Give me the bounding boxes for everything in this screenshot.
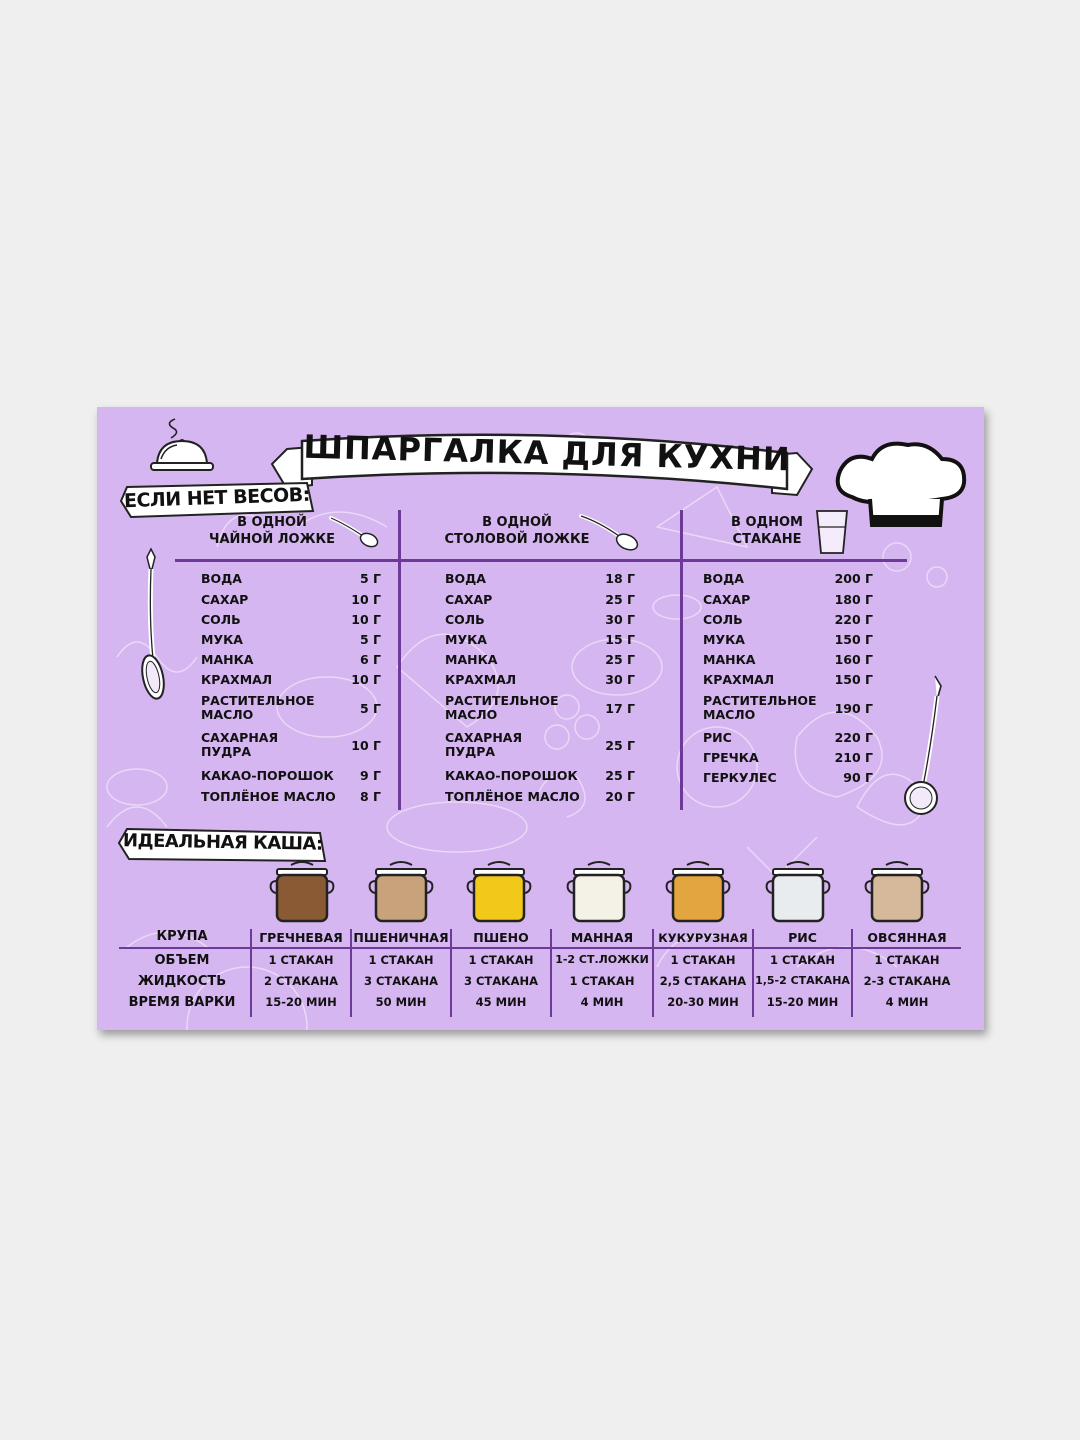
grain-time: 50 МИН [375, 995, 427, 1009]
teaspoon-column-header: В ОДНОЙ ЧАЙНОЙ ЛОЖКЕ [208, 515, 336, 547]
grain-time: 20-30 МИН [667, 995, 739, 1009]
grain-liquid: 3 СТАКАНА [363, 974, 438, 988]
list-item: МУКА 5 Г [201, 632, 381, 647]
list-item: РАСТИТЕЛЬНОЕ МАСЛО 17 Г [445, 693, 635, 722]
teaspoon-list [201, 572, 381, 810]
list-item: САХАР 10 Г [201, 592, 381, 607]
list-item: ТОПЛЁНОЕ МАСЛО 8 Г [201, 789, 381, 804]
grain-name: ПШЕНИЧНАЯ [353, 930, 449, 945]
wooden-spoon-icon [129, 547, 169, 707]
grain-liquid: 2 СТАКАНА [263, 974, 338, 988]
wheat-pot-icon [368, 859, 434, 929]
millet-pot-icon [466, 859, 532, 929]
grain-name: ОВСЯННАЯ [867, 930, 947, 945]
list-item: САХАРНАЯ ПУДРА 10 Г [201, 730, 381, 759]
grain-liquid: 1,5-2 СТАКАНА [755, 974, 850, 987]
grain-time: 45 МИН [475, 995, 527, 1009]
grain-liquid: 2-3 СТАКАНА [863, 974, 951, 988]
scales-section-title: ЕСЛИ НЕТ ВЕСОВ: [123, 483, 311, 513]
list-item: КРАХМАЛ 10 Г [201, 672, 381, 687]
column-divider-2 [680, 510, 683, 810]
grain-name: КУКУРУЗНАЯ [658, 931, 748, 945]
tablespoon-column-header: В ОДНОЙ СТОЛОВОЙ ЛОЖКЕ [444, 515, 590, 547]
grain-volume: 1 СТАКАН [268, 953, 334, 967]
glass-column-header: В ОДНОМ СТАКАНЕ [731, 515, 803, 547]
grain-volume: 1 СТАКАН [874, 953, 940, 967]
cook-time-row-label: ВРЕМЯ ВАРКИ [128, 995, 236, 1010]
liquid-row-label: ЖИДКОСТЬ [137, 974, 227, 989]
teaspoon-icon [327, 512, 382, 552]
list-item: КРАХМАЛ 150 Г [703, 672, 873, 687]
grain-volume: 1 СТАКАН [670, 953, 736, 967]
list-item: СОЛЬ 220 Г [703, 612, 873, 627]
list-item: МУКА 150 Г [703, 632, 873, 647]
grain-volume: 1-2 СТ.ЛОЖКИ [555, 953, 649, 966]
glass-icon [812, 507, 852, 557]
grain-liquid: 1 СТАКАН [569, 974, 635, 988]
list-item: ВОДА 200 Г [703, 571, 873, 586]
list-item: КАКАО-ПОРОШОК 9 Г [201, 768, 381, 783]
list-item: РАСТИТЕЛЬНОЕ МАСЛО 190 Г [703, 693, 873, 722]
grain-name: ПШЕНО [473, 930, 529, 945]
corn-pot-icon [665, 859, 731, 929]
header-divider [175, 559, 907, 562]
list-item: РАСТИТЕЛЬНОЕ МАСЛО 5 Г [201, 693, 381, 722]
kitchen-cheatsheet-poster [97, 407, 984, 1030]
ladle-icon [897, 672, 952, 822]
list-item: КРАХМАЛ 30 Г [445, 672, 635, 687]
list-item: САХАРНАЯ ПУДРА 25 Г [445, 730, 635, 759]
rice-pot-icon [765, 859, 831, 929]
list-item: СОЛЬ 10 Г [201, 612, 381, 627]
list-item: МУКА 15 Г [445, 632, 635, 647]
list-item: САХАР 25 Г [445, 592, 635, 607]
volume-row-label: ОБЪЕМ [154, 953, 210, 968]
grain-name: ГРЕЧНЕВАЯ [259, 930, 343, 945]
semolina-pot-icon [566, 859, 632, 929]
tablespoon-icon [577, 510, 642, 555]
column-divider-1 [398, 510, 401, 810]
chef-hat-icon [832, 437, 967, 532]
grain-name: МАННАЯ [570, 930, 634, 945]
grain-row-label: КРУПА [156, 929, 208, 944]
glass-list [703, 572, 873, 791]
list-item: МАНКА 160 Г [703, 652, 873, 667]
oat-pot-icon [864, 859, 930, 929]
buckwheat-pot-icon [269, 859, 335, 929]
list-item: МАНКА 25 Г [445, 652, 635, 667]
list-item: СОЛЬ 30 Г [445, 612, 635, 627]
page-title: ШПАРГАЛКА ДЛЯ КУХНИ [302, 427, 792, 479]
grain-volume: 1 СТАКАН [368, 953, 434, 967]
list-item: ТОПЛЁНОЕ МАСЛО 20 Г [445, 789, 635, 804]
list-item: РИС 220 Г [703, 730, 873, 745]
grain-volume: 1 СТАКАН [468, 953, 534, 967]
list-item: МАНКА 6 Г [201, 652, 381, 667]
grain-time: 15-20 МИН [766, 995, 839, 1009]
grain-liquid: 2,5 СТАКАНА [659, 974, 747, 988]
list-item: ГЕРКУЛЕС 90 Г [703, 770, 873, 785]
porridge-section-title: ИДЕАЛЬНАЯ КАША: [122, 830, 323, 855]
grain-volume: 1 СТАКАН [769, 953, 836, 967]
list-item: ВОДА 18 Г [445, 571, 635, 586]
list-item: КАКАО-ПОРОШОК 25 Г [445, 768, 635, 783]
list-item: ВОДА 5 Г [201, 571, 381, 586]
grain-time: 4 МИН [885, 995, 929, 1009]
list-item: САХАР 180 Г [703, 592, 873, 607]
cloche-icon [147, 415, 222, 475]
grain-time: 15-20 МИН [265, 995, 337, 1009]
grain-name: РИС [788, 930, 817, 945]
list-item: ГРЕЧКА 210 Г [703, 750, 873, 765]
tablespoon-list [445, 572, 635, 810]
grain-liquid: 3 СТАКАНА [463, 974, 538, 988]
grain-time: 4 МИН [580, 995, 624, 1009]
